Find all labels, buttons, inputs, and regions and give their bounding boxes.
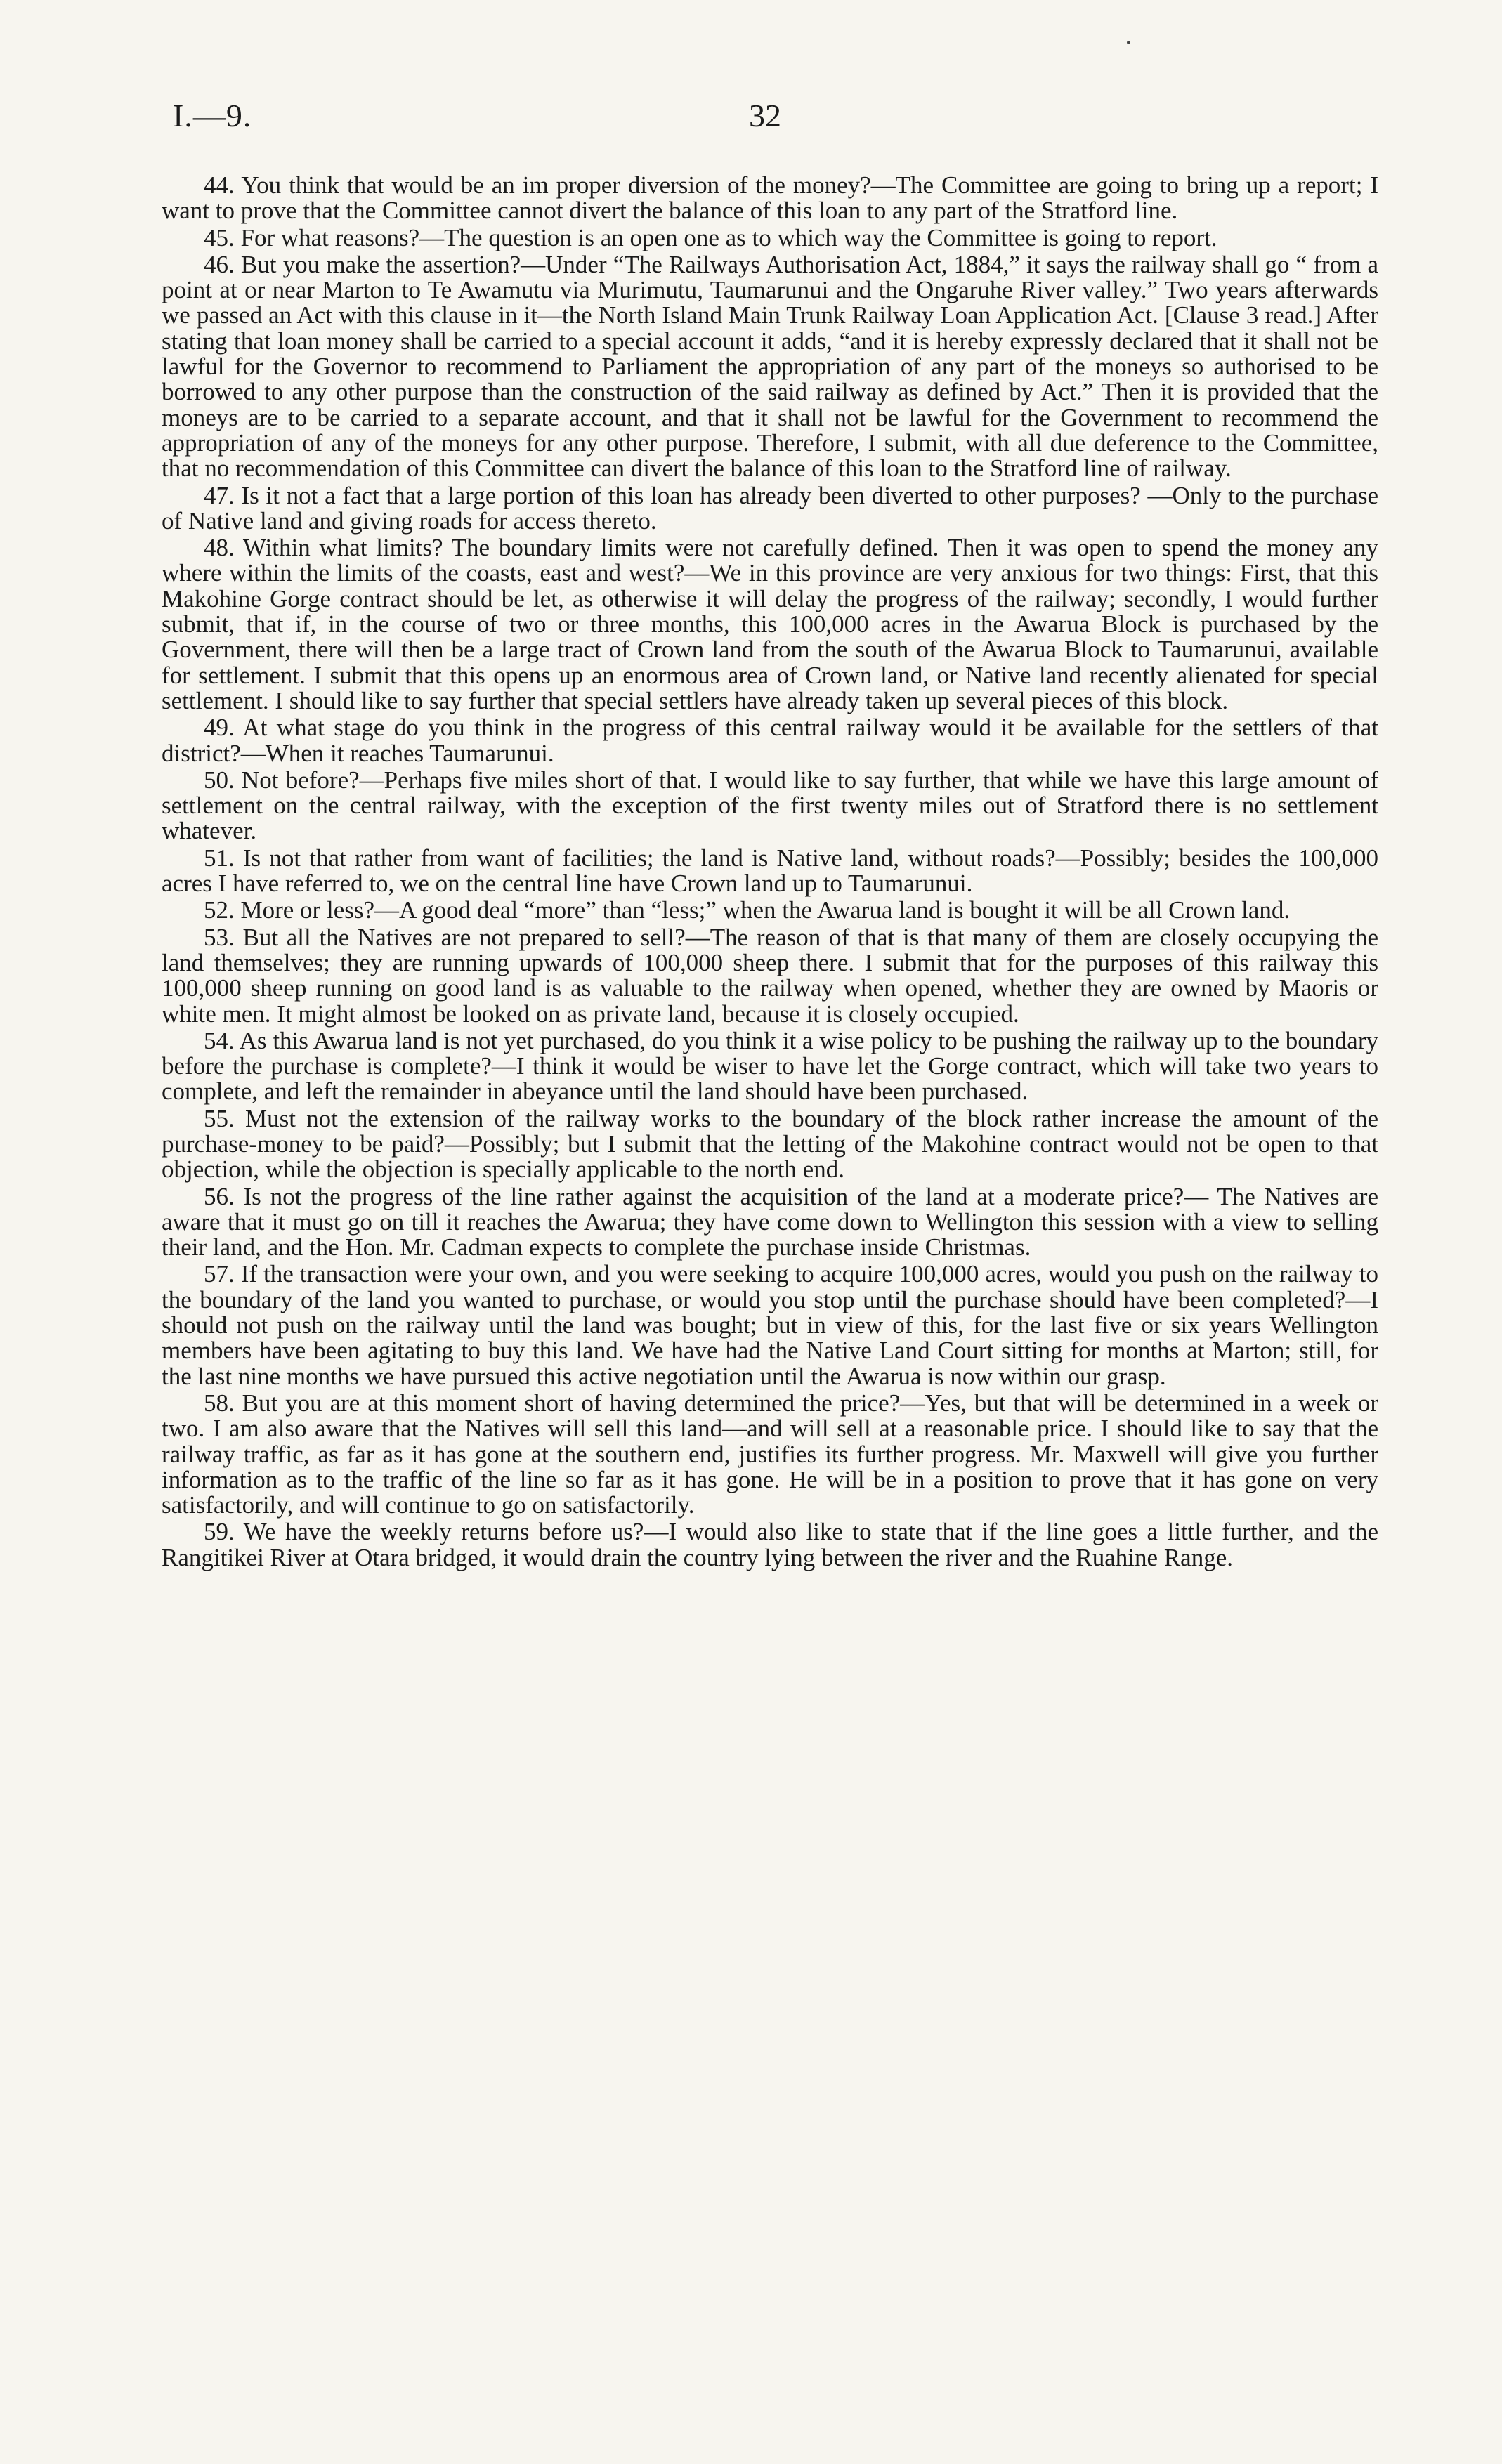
- document-reference: I.—9.: [173, 98, 252, 133]
- paragraph-57: 57. If the transaction were your own, and you were seeking to acquire 100,000 acres, would you push on the railway to the boundary of the land you wanted to purchase, or would you stop until the purchase should have been completed?—I should not push on the railway until the land was bought; but in view of this, for the last five or six years Wellington members have been agitating to buy this land. We have had the Native Land Court sitting for months at Marton; still, for the last nine months we have pursued this active negotiation until the Awarua is now within our grasp.: [162, 1260, 1378, 1390]
- paragraph-55: 55. Must not the extension of the railway works to the boundary of the block rather increase the amount of the purchase-money to be paid?—Possibly; but I submit that the letting of the Makohine contract would not be open to that objection, while the objection is specially applicable to the north end.: [162, 1104, 1378, 1184]
- paragraph-53: 53. But all the Natives are not prepared to sell?—The reason of that is that many of them are closely occupying the land themselves; they are running upwards of 100,000 sheep there. I submit that for the purposes of this railway this 100,000 sheep running on good land is as valuable to the railway when opened, whether they are owned by Maoris or white men. It might almost be looked on as private land, because it is closely occupied.: [162, 923, 1378, 1028]
- paragraph-49: 49. At what stage do you think in the progress of this central railway would it be available for the settlers of that district?—When it reaches Taumarunui.: [162, 714, 1378, 767]
- paragraph-45: 45. For what reasons?—The question is an open one as to which way the Committee is going to report.: [204, 223, 1217, 251]
- paragraph-51: 51. Is not that rather from want of facilities; the land is Native land, without roads?—Possibly; besides the 100,000 acres I have referred to, we on the central line have Crown land up to Taumarunui.: [162, 844, 1378, 898]
- page-header: [173, 97, 1384, 146]
- paragraph-44: 44. You think that would be an im proper diversion of the money?—The Committee are going to bring up a report; I want to prove that the Committee cannot divert the balance of this loan to any part of the Stratford line.: [162, 171, 1378, 225]
- paragraph-48: 48. Within what limits? The boundary limits were not carefully defined. Then it was open to spend the money any where within the limits of the coasts, east and west?—We in this province are very anxious for two things: First, that this Makohine Gorge contract should be let, as otherwise it will delay the progress of the railway; secondly, I would further submit, that if, in the course of two or three months, this 100,000 acres in the Awarua Block is purchased by the Government, there will then be a large tract of Crown land from the south of the Awarua Block to Taumarunui, available for settlement. I submit that this opens up an enormous area of Crown land, or Native land recently alienated for special settlement. I should like to say further that special settlers have already taken up several pieces of this block.: [162, 534, 1378, 714]
- paragraph-52: 52. More or less?—A good deal “more” than “less;” when the Awarua land is bought it will be all Crown land.: [204, 896, 1291, 924]
- paragraph-46: 46. But you make the assertion?—Under “The Railways Authorisation Act, 1884,” it says the railway shall go “ from a point at or near Marton to Te Awamutu via Murimutu, Taumarunui and the Ongaruhe River valley.” Two years afterwards we passed an Act with this clause in it—the North Island Main Trunk Railway Loan Application Act. [Clause 3 read.] After stating that loan money shall be carried to a special account it adds, “and it is hereby expressly declared that it shall not be lawful for the Governor to recommend to Parliament the appropriation of any part of the moneys so authorised to be borrowed to any other purpose than the construction of the said railway as defined by Act.” Then it is provided that the moneys are to be carried to a separate account, and that it shall not be lawful for the Government to recommend the appropriation of any of the moneys for any other purpose. Therefore, I submit, with all due deference to the Committee, that no recommendation of this Committee can divert the balance of this loan to the Stratford line of railway.: [162, 250, 1378, 483]
- paragraph-58: 58. But you are at this moment short of having determined the price?—Yes, but that will be determined in a week or two. I am also aware that the Natives will sell this land—and will sell at a reasonable price. I should like to say that the railway traffic, as far as it has gone at the southern end, justifies its further progress. Mr. Maxwell will give you further information as to the traffic of the line so far as it has gone. He will be in a position to prove that it has gone on very satisfactorily, and will continue to go on satisfactorily.: [162, 1389, 1378, 1519]
- paragraph-54: 54. As this Awarua land is not yet purchased, do you think it a wise policy to be pushing the railway up to the boundary before the purchase is complete?—I think it would be wiser to have let the Gorge contract, which will take two years to complete, and left the remainder in abeyance until the land should have been purchased.: [162, 1026, 1378, 1106]
- testimony-body: [162, 173, 1378, 1572]
- paragraph-56: 56. Is not the progress of the line rather against the acquisition of the land at a moderate price?— The Natives are aware that it must go on till it reaches the Awarua; they have come down to Wellington this session with a view to selling their land, and the Hon. Mr. Cadman expects to complete the purchase inside Christmas.: [162, 1182, 1378, 1262]
- paragraph-47: 47. Is it not a fact that a large portion of this loan has already been diverted to other purposes? —Only to the purchase of Native land and giving roads for access thereto.: [162, 481, 1378, 535]
- scan-speck: [1127, 41, 1130, 44]
- paragraph-59: 59. We have the weekly returns before us?—I would also like to state that if the line goes a little further, and the Rangitikei River at Otara bridged, it would drain the country lying between the river and the Ruahine Range.: [162, 1518, 1378, 1571]
- page-number: 32: [749, 98, 781, 133]
- paragraph-50: 50. Not before?—Perhaps five miles short of that. I would like to say further, that while we have this large amount of settlement on the central railway, with the exception of the first twenty miles out of Stratford there is no settlement whatever.: [162, 766, 1378, 845]
